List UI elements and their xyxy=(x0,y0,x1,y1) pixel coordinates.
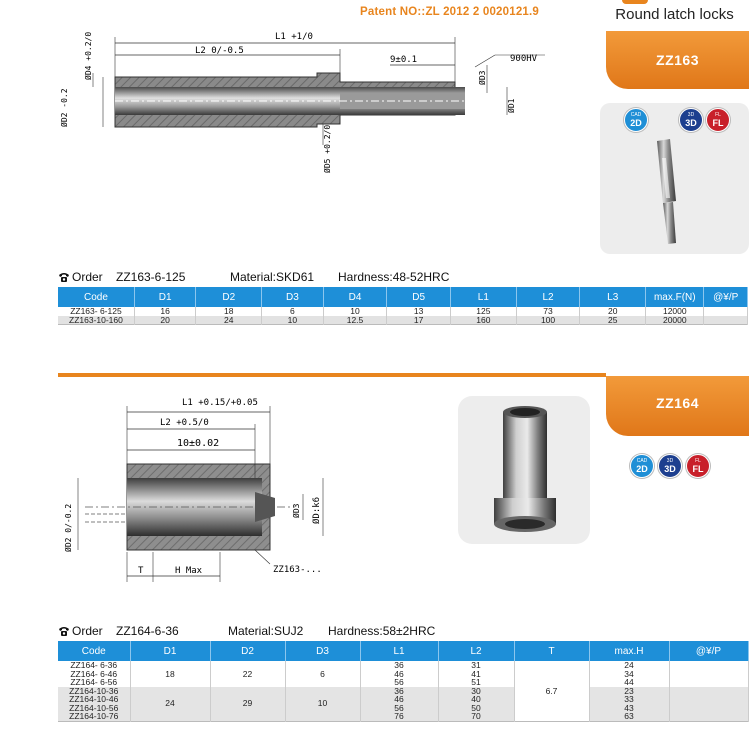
table-row: ZZ163-10-160 20 24 10 12.5 17 160 100 25 20000 xyxy=(58,316,748,325)
table-row: ZZ164-10-76 76 70 63 xyxy=(58,712,748,721)
ref-label: ZZ163-... xyxy=(273,565,322,575)
zz163-spec-table xyxy=(58,287,748,325)
hmax-label: H Max xyxy=(175,566,203,576)
l1-label: L1 +0.15/+0.05 xyxy=(182,398,258,408)
nine-label: 9±0.1 xyxy=(390,55,418,65)
table-row: ZZ164- 6-36 18 22 6 36 31 6.7 24 xyxy=(58,661,748,670)
d4-label: ØD4 +0.2/0 xyxy=(84,31,93,80)
zz163-photo xyxy=(600,103,749,254)
zz163-technical-drawing xyxy=(55,25,555,175)
header-accent xyxy=(622,0,648,4)
d5-label: ØD5 +0.2/0 xyxy=(323,124,332,173)
zz164-icon-group xyxy=(630,454,720,480)
zz164-order-line: Order ZZ164-6-36 Material:SUJ2 Hardness:58±2HRC xyxy=(58,624,518,638)
zz163-badge: ZZ163 xyxy=(606,31,749,89)
model-3d-icon[interactable]: 3D 3D xyxy=(679,108,703,132)
table-row: ZZ164- 6-46 46 41 34 xyxy=(58,670,748,679)
model-3d-icon[interactable]: 3D 3D xyxy=(658,454,682,478)
table-header-row: Code D1 D2 D3 L1 L2 T max.H @¥/P xyxy=(58,641,748,661)
table-header-row: Code D1 D2 D3 D4 D5 L1 L2 L3 max.F(N) @¥/P xyxy=(58,287,748,307)
hv-label: 900HV xyxy=(510,54,538,64)
zz164-photo xyxy=(458,396,590,544)
fl-icon[interactable]: FL FL xyxy=(686,454,710,478)
zz164-technical-drawing xyxy=(55,392,385,592)
d1-label: ØD1 xyxy=(507,98,516,113)
l1-label: L1 +1/0 xyxy=(275,32,313,42)
d3-label: ØD3 xyxy=(478,70,487,85)
table-row: ZZ164-10-56 56 50 43 xyxy=(58,704,748,713)
fl-icon[interactable]: FL FL xyxy=(706,108,730,132)
cad-2d-icon[interactable]: CAD 2D xyxy=(630,454,654,478)
t-label: T xyxy=(138,566,144,576)
latch-lock-product-image xyxy=(600,103,749,254)
d2-label: ØD2 0/-0.2 xyxy=(64,503,73,552)
section-divider xyxy=(58,373,606,377)
cad-2d-icon[interactable]: CAD 2D xyxy=(624,108,648,132)
phone-icon xyxy=(58,270,70,284)
table-row: ZZ163- 6-125 16 18 6 10 13 125 73 20 12000 xyxy=(58,307,748,316)
d2-label: ØD2 -0.2 xyxy=(60,88,69,127)
page-title: Round latch locks xyxy=(615,6,734,23)
zz164-spec-table xyxy=(58,641,749,722)
table-row: ZZ164-10-36 24 29 10 36 30 23 xyxy=(58,687,748,696)
table-row: ZZ164- 6-56 56 51 44 xyxy=(58,678,748,687)
d3-label: ØD3 xyxy=(292,503,301,518)
l2-label: L2 0/-0.5 xyxy=(195,46,244,56)
zz163-order-line: Order ZZ163-6-125 Material:SKD61 Hardness:48-52HRC xyxy=(58,270,518,284)
patent-number: Patent NO::ZL 2012 2 0020121.9 xyxy=(360,6,540,18)
phone-icon xyxy=(58,624,70,638)
table-row: ZZ164-10-46 46 40 33 xyxy=(58,695,748,704)
dk6-label: ØD:k6 xyxy=(312,496,322,524)
ten-label: 10±0.02 xyxy=(177,438,220,449)
l2-label: L2 +0.5/0 xyxy=(160,418,209,428)
bushing-product-image xyxy=(458,396,590,544)
zz164-badge: ZZ164 xyxy=(606,376,749,436)
